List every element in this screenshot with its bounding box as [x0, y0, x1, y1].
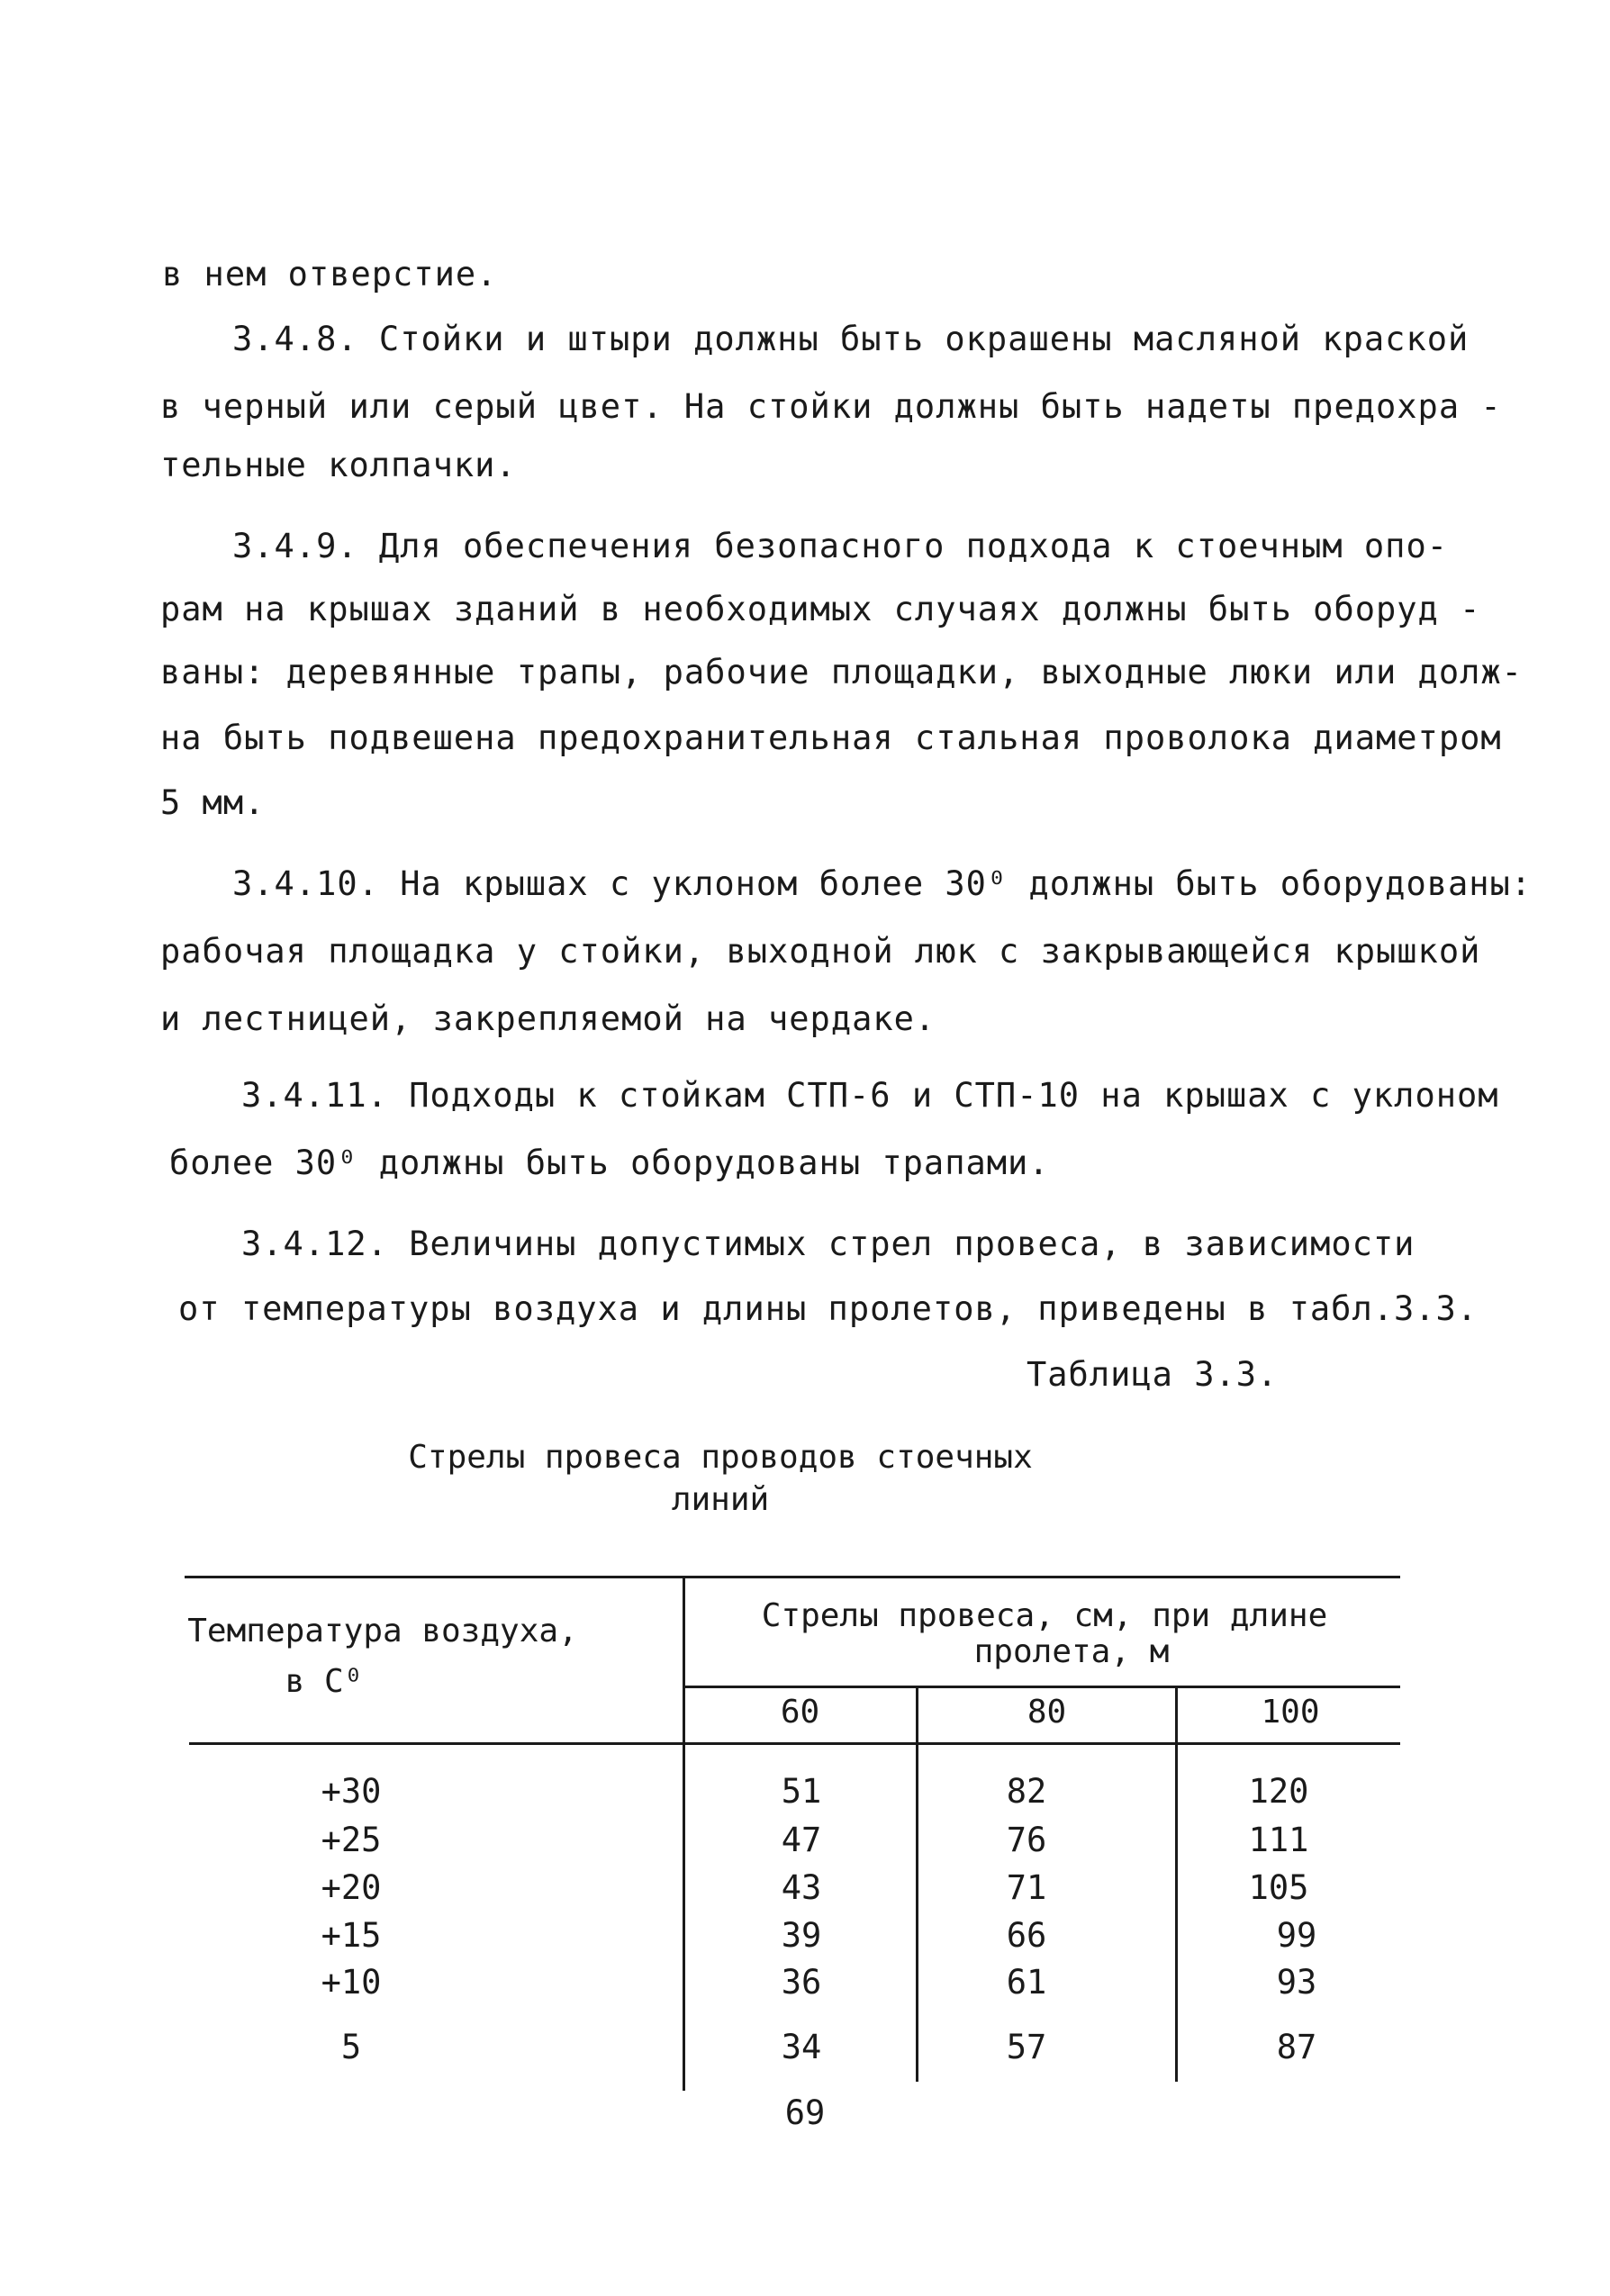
- cell-value: 71: [1006, 1868, 1047, 1907]
- text-line: на быть подвешена предохранительная стальная проволока диаметром: [160, 719, 1502, 757]
- text-line: в нем отверстие.: [162, 255, 498, 294]
- table-title: Стрелы провеса проводов стоечных: [408, 1439, 1033, 1476]
- cell-value: 43: [781, 1868, 822, 1907]
- cell-value: 66: [1006, 1916, 1047, 1955]
- table-rule-subheader: [684, 1686, 1400, 1688]
- cell-temperature: 5: [340, 2028, 362, 2066]
- text-line: рабочая площадка у стойки, выходной люк с закрывающейся крышкой: [160, 932, 1481, 971]
- cell-value: 87: [1276, 2028, 1317, 2066]
- cell-temperature: +25: [321, 1821, 382, 1859]
- text-line: 3.4.10. На крышах с уклоном более 30⁰ должны быть оборудованы:: [232, 864, 1533, 903]
- table-col-divider: [916, 1686, 918, 2082]
- table-col-divider: [1175, 1686, 1178, 2082]
- group-header-sag: Стрелы провеса, см, при длине: [761, 1597, 1328, 1634]
- table-rule-top: [185, 1576, 1400, 1578]
- page-number: 69: [784, 2093, 826, 2132]
- table-col-divider: [683, 1577, 685, 2091]
- text-line: рам на крышах зданий в необходимых случаях должны быть оборуд -: [160, 590, 1481, 628]
- col-header-temperature: Температура воздуха,: [187, 1613, 578, 1650]
- cell-value: 76: [1006, 1821, 1047, 1859]
- cell-value: 51: [781, 1772, 822, 1811]
- span-header: 100: [1261, 1694, 1320, 1731]
- cell-value: 39: [781, 1916, 822, 1955]
- cell-value: 34: [781, 2028, 822, 2066]
- text-line: от температуры воздуха и длины пролетов, приведены в табл.3.3.: [178, 1289, 1479, 1328]
- text-line: 3.4.8. Стойки и штыри должны быть окрашены масляной краской: [232, 320, 1470, 358]
- text-line: 5 мм.: [160, 783, 266, 822]
- span-header: 80: [1027, 1694, 1067, 1731]
- span-header: 60: [780, 1694, 820, 1731]
- cell-value: 99: [1276, 1916, 1317, 1955]
- col-header-temperature: в С⁰: [285, 1663, 364, 1700]
- cell-value: 82: [1006, 1772, 1047, 1811]
- cell-temperature: +15: [321, 1916, 382, 1955]
- text-line: и лестницей, закрепляемой на чердаке.: [160, 999, 936, 1038]
- table-label: Таблица 3.3.: [1027, 1355, 1279, 1394]
- cell-value: 105: [1248, 1868, 1309, 1907]
- text-line: более 30⁰ должны быть оборудованы трапами.: [169, 1143, 1050, 1182]
- group-header-sag: пролета, м: [973, 1633, 1170, 1670]
- cell-value: 93: [1276, 1963, 1317, 2002]
- cell-temperature: +10: [321, 1963, 382, 2002]
- text-line: тельные колпачки.: [160, 446, 517, 484]
- text-line: 3.4.12. Величины допустимых стрел провеса, в зависимости: [241, 1225, 1416, 1263]
- cell-value: 120: [1248, 1772, 1309, 1811]
- text-line: в черный или серый цвет. На стойки должны быть надеты предохра -: [160, 387, 1502, 426]
- text-line: 3.4.11. Подходы к стойкам СТП-6 и СТП-10 на крышах с уклоном: [241, 1076, 1499, 1115]
- cell-value: 111: [1248, 1821, 1309, 1859]
- text-line: 3.4.9. Для обеспечения безопасного подхода к стоечным опо-: [232, 527, 1449, 565]
- cell-value: 57: [1006, 2028, 1047, 2066]
- cell-value: 36: [781, 1963, 822, 2002]
- cell-temperature: +30: [321, 1772, 382, 1811]
- cell-temperature: +20: [321, 1868, 382, 1907]
- cell-value: 61: [1006, 1963, 1047, 2002]
- cell-value: 47: [781, 1821, 822, 1859]
- table-rule-header-bottom: [189, 1742, 1400, 1745]
- table-title: линий: [671, 1481, 770, 1518]
- text-line: ваны: деревянные трапы, рабочие площадки, выходные люки или долж-: [160, 653, 1523, 692]
